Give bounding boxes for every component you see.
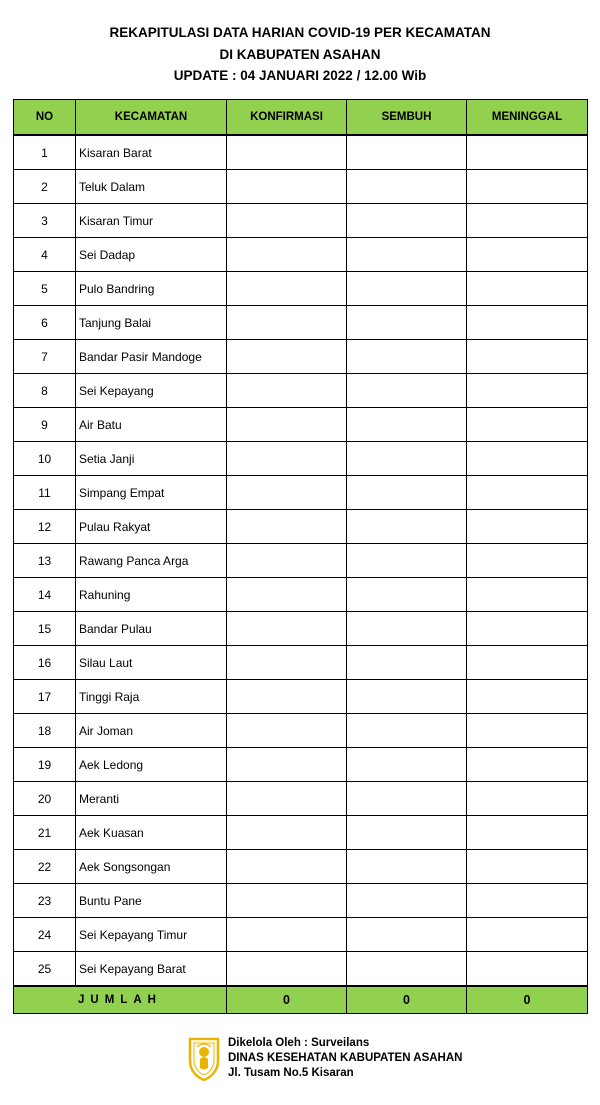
report-title — [0, 22, 600, 87]
row-meninggal — [467, 135, 588, 170]
row-konfirmasi — [227, 340, 347, 374]
row-no: 15 — [14, 612, 76, 646]
row-kecamatan: Rahuning — [76, 578, 227, 612]
row-meninggal — [467, 714, 588, 748]
row-kecamatan: Buntu Pane — [76, 884, 227, 918]
row-no: 16 — [14, 646, 76, 680]
row-meninggal — [467, 782, 588, 816]
table-row — [14, 884, 588, 918]
row-konfirmasi — [227, 748, 347, 782]
table-row — [14, 680, 588, 714]
row-meninggal — [467, 850, 588, 884]
total-label: JUMLAH — [14, 986, 227, 1014]
row-konfirmasi — [227, 680, 347, 714]
row-no: 3 — [14, 204, 76, 238]
row-konfirmasi — [227, 170, 347, 204]
row-konfirmasi — [227, 884, 347, 918]
row-kecamatan: Air Joman — [76, 714, 227, 748]
row-no: 25 — [14, 952, 76, 987]
table-row — [14, 816, 588, 850]
table-row — [14, 135, 588, 170]
table-row — [14, 646, 588, 680]
title-line-3: UPDATE : 04 JANUARI 2022 / 12.00 Wib — [173, 68, 427, 83]
table-row — [14, 748, 588, 782]
row-sembuh — [347, 748, 467, 782]
row-konfirmasi — [227, 442, 347, 476]
row-meninggal — [467, 306, 588, 340]
table-row — [14, 272, 588, 306]
recap-table — [13, 99, 588, 1014]
row-kecamatan: Meranti — [76, 782, 227, 816]
row-meninggal — [467, 238, 588, 272]
row-no: 2 — [14, 170, 76, 204]
row-meninggal — [467, 612, 588, 646]
row-meninggal — [467, 408, 588, 442]
table-row — [14, 544, 588, 578]
row-sembuh — [347, 238, 467, 272]
row-konfirmasi — [227, 135, 347, 170]
row-no: 14 — [14, 578, 76, 612]
row-meninggal — [467, 374, 588, 408]
row-konfirmasi — [227, 782, 347, 816]
column-header-konfirmasi: KONFIRMASI — [227, 100, 347, 136]
row-no: 5 — [14, 272, 76, 306]
row-kecamatan: Simpang Empat — [76, 476, 227, 510]
table-row — [14, 952, 588, 987]
table-row — [14, 408, 588, 442]
row-sembuh — [347, 408, 467, 442]
row-sembuh — [347, 170, 467, 204]
row-sembuh — [347, 374, 467, 408]
row-no: 9 — [14, 408, 76, 442]
table-row — [14, 782, 588, 816]
table-row — [14, 238, 588, 272]
row-kecamatan: Tinggi Raja — [76, 680, 227, 714]
row-sembuh — [347, 850, 467, 884]
row-no: 4 — [14, 238, 76, 272]
column-header-sembuh: SEMBUH — [347, 100, 467, 136]
row-no: 18 — [14, 714, 76, 748]
footer-line-1: Dikelola Oleh : Surveilans — [228, 1036, 370, 1049]
row-kecamatan: Aek Kuasan — [76, 816, 227, 850]
row-sembuh — [347, 646, 467, 680]
row-sembuh — [347, 544, 467, 578]
row-sembuh — [347, 476, 467, 510]
row-no: 1 — [14, 135, 76, 170]
row-konfirmasi — [227, 306, 347, 340]
row-kecamatan: Bandar Pasir Mandoge — [76, 340, 227, 374]
row-meninggal — [467, 442, 588, 476]
row-konfirmasi — [227, 850, 347, 884]
row-kecamatan: Pulo Bandring — [76, 272, 227, 306]
column-header-kecamatan: KECAMATAN — [76, 100, 227, 136]
row-sembuh — [347, 272, 467, 306]
row-kecamatan: Kisaran Timur — [76, 204, 227, 238]
table-row — [14, 170, 588, 204]
row-sembuh — [347, 204, 467, 238]
row-sembuh — [347, 884, 467, 918]
row-no: 21 — [14, 816, 76, 850]
row-meninggal — [467, 476, 588, 510]
row-sembuh — [347, 782, 467, 816]
row-no: 23 — [14, 884, 76, 918]
table-row — [14, 578, 588, 612]
row-sembuh — [347, 680, 467, 714]
footer-line-2: DINAS KESEHATAN KABUPATEN ASAHAN — [228, 1051, 463, 1064]
table-row — [14, 374, 588, 408]
row-no: 7 — [14, 340, 76, 374]
row-meninggal — [467, 578, 588, 612]
row-konfirmasi — [227, 204, 347, 238]
row-kecamatan: Sei Kepayang — [76, 374, 227, 408]
row-sembuh — [347, 510, 467, 544]
row-kecamatan: Setia Janji — [76, 442, 227, 476]
total-meninggal: 0 — [467, 986, 588, 1014]
row-kecamatan: Bandar Pulau — [76, 612, 227, 646]
row-no: 17 — [14, 680, 76, 714]
column-header-no: NO — [14, 100, 76, 136]
row-meninggal — [467, 544, 588, 578]
row-kecamatan: Aek Ledong — [76, 748, 227, 782]
row-kecamatan: Sei Kepayang Timur — [76, 918, 227, 952]
total-sembuh: 0 — [347, 986, 467, 1014]
footer — [187, 1033, 462, 1083]
row-konfirmasi — [227, 918, 347, 952]
title-line-1: REKAPITULASI DATA HARIAN COVID-19 PER KECAMATAN — [109, 25, 491, 40]
row-meninggal — [467, 340, 588, 374]
row-no: 20 — [14, 782, 76, 816]
table-row — [14, 204, 588, 238]
row-konfirmasi — [227, 646, 347, 680]
row-no: 12 — [14, 510, 76, 544]
row-konfirmasi — [227, 408, 347, 442]
row-sembuh — [347, 340, 467, 374]
row-sembuh — [347, 612, 467, 646]
row-sembuh — [347, 442, 467, 476]
row-konfirmasi — [227, 544, 347, 578]
row-konfirmasi — [227, 952, 347, 987]
row-no: 24 — [14, 918, 76, 952]
row-sembuh — [347, 306, 467, 340]
column-header-meninggal: MENINGGAL — [467, 100, 588, 136]
row-meninggal — [467, 204, 588, 238]
row-konfirmasi — [227, 238, 347, 272]
row-kecamatan: Teluk Dalam — [76, 170, 227, 204]
footer-line-3: Jl. Tusam No.5 Kisaran — [228, 1066, 354, 1079]
table-row — [14, 476, 588, 510]
row-no: 11 — [14, 476, 76, 510]
row-kecamatan: Kisaran Barat — [76, 135, 227, 170]
row-konfirmasi — [227, 476, 347, 510]
row-meninggal — [467, 918, 588, 952]
row-meninggal — [467, 510, 588, 544]
row-meninggal — [467, 272, 588, 306]
table-row — [14, 918, 588, 952]
row-no: 22 — [14, 850, 76, 884]
row-sembuh — [347, 578, 467, 612]
row-kecamatan: Tanjung Balai — [76, 306, 227, 340]
table-row — [14, 442, 588, 476]
row-meninggal — [467, 748, 588, 782]
footer-text — [228, 1036, 462, 1081]
row-kecamatan: Sei Dadap — [76, 238, 227, 272]
row-kecamatan: Air Batu — [76, 408, 227, 442]
row-kecamatan: Silau Laut — [76, 646, 227, 680]
asahan-regency-seal-icon — [187, 1035, 221, 1081]
row-konfirmasi — [227, 374, 347, 408]
row-no: 13 — [14, 544, 76, 578]
title-line-2: DI KABUPATEN ASAHAN — [219, 46, 381, 62]
table-row — [14, 340, 588, 374]
row-meninggal — [467, 952, 588, 987]
row-meninggal — [467, 680, 588, 714]
table-row — [14, 306, 588, 340]
row-sembuh — [347, 952, 467, 987]
table-header-row — [14, 100, 588, 136]
row-meninggal — [467, 170, 588, 204]
row-no: 6 — [14, 306, 76, 340]
row-kecamatan: Sei Kepayang Barat — [76, 952, 227, 987]
total-konfirmasi: 0 — [227, 986, 347, 1014]
row-sembuh — [347, 816, 467, 850]
row-konfirmasi — [227, 612, 347, 646]
row-no: 10 — [14, 442, 76, 476]
row-konfirmasi — [227, 714, 347, 748]
row-konfirmasi — [227, 510, 347, 544]
table-row — [14, 714, 588, 748]
table-row — [14, 850, 588, 884]
row-konfirmasi — [227, 816, 347, 850]
total-row — [14, 986, 588, 1014]
table-row — [14, 612, 588, 646]
row-meninggal — [467, 884, 588, 918]
row-meninggal — [467, 646, 588, 680]
row-kecamatan: Pulau Rakyat — [76, 510, 227, 544]
row-konfirmasi — [227, 578, 347, 612]
row-sembuh — [347, 135, 467, 170]
row-no: 19 — [14, 748, 76, 782]
row-sembuh — [347, 714, 467, 748]
row-meninggal — [467, 816, 588, 850]
row-konfirmasi — [227, 272, 347, 306]
row-no: 8 — [14, 374, 76, 408]
table-row — [14, 510, 588, 544]
row-kecamatan: Aek Songsongan — [76, 850, 227, 884]
row-sembuh — [347, 918, 467, 952]
row-kecamatan: Rawang Panca Arga — [76, 544, 227, 578]
